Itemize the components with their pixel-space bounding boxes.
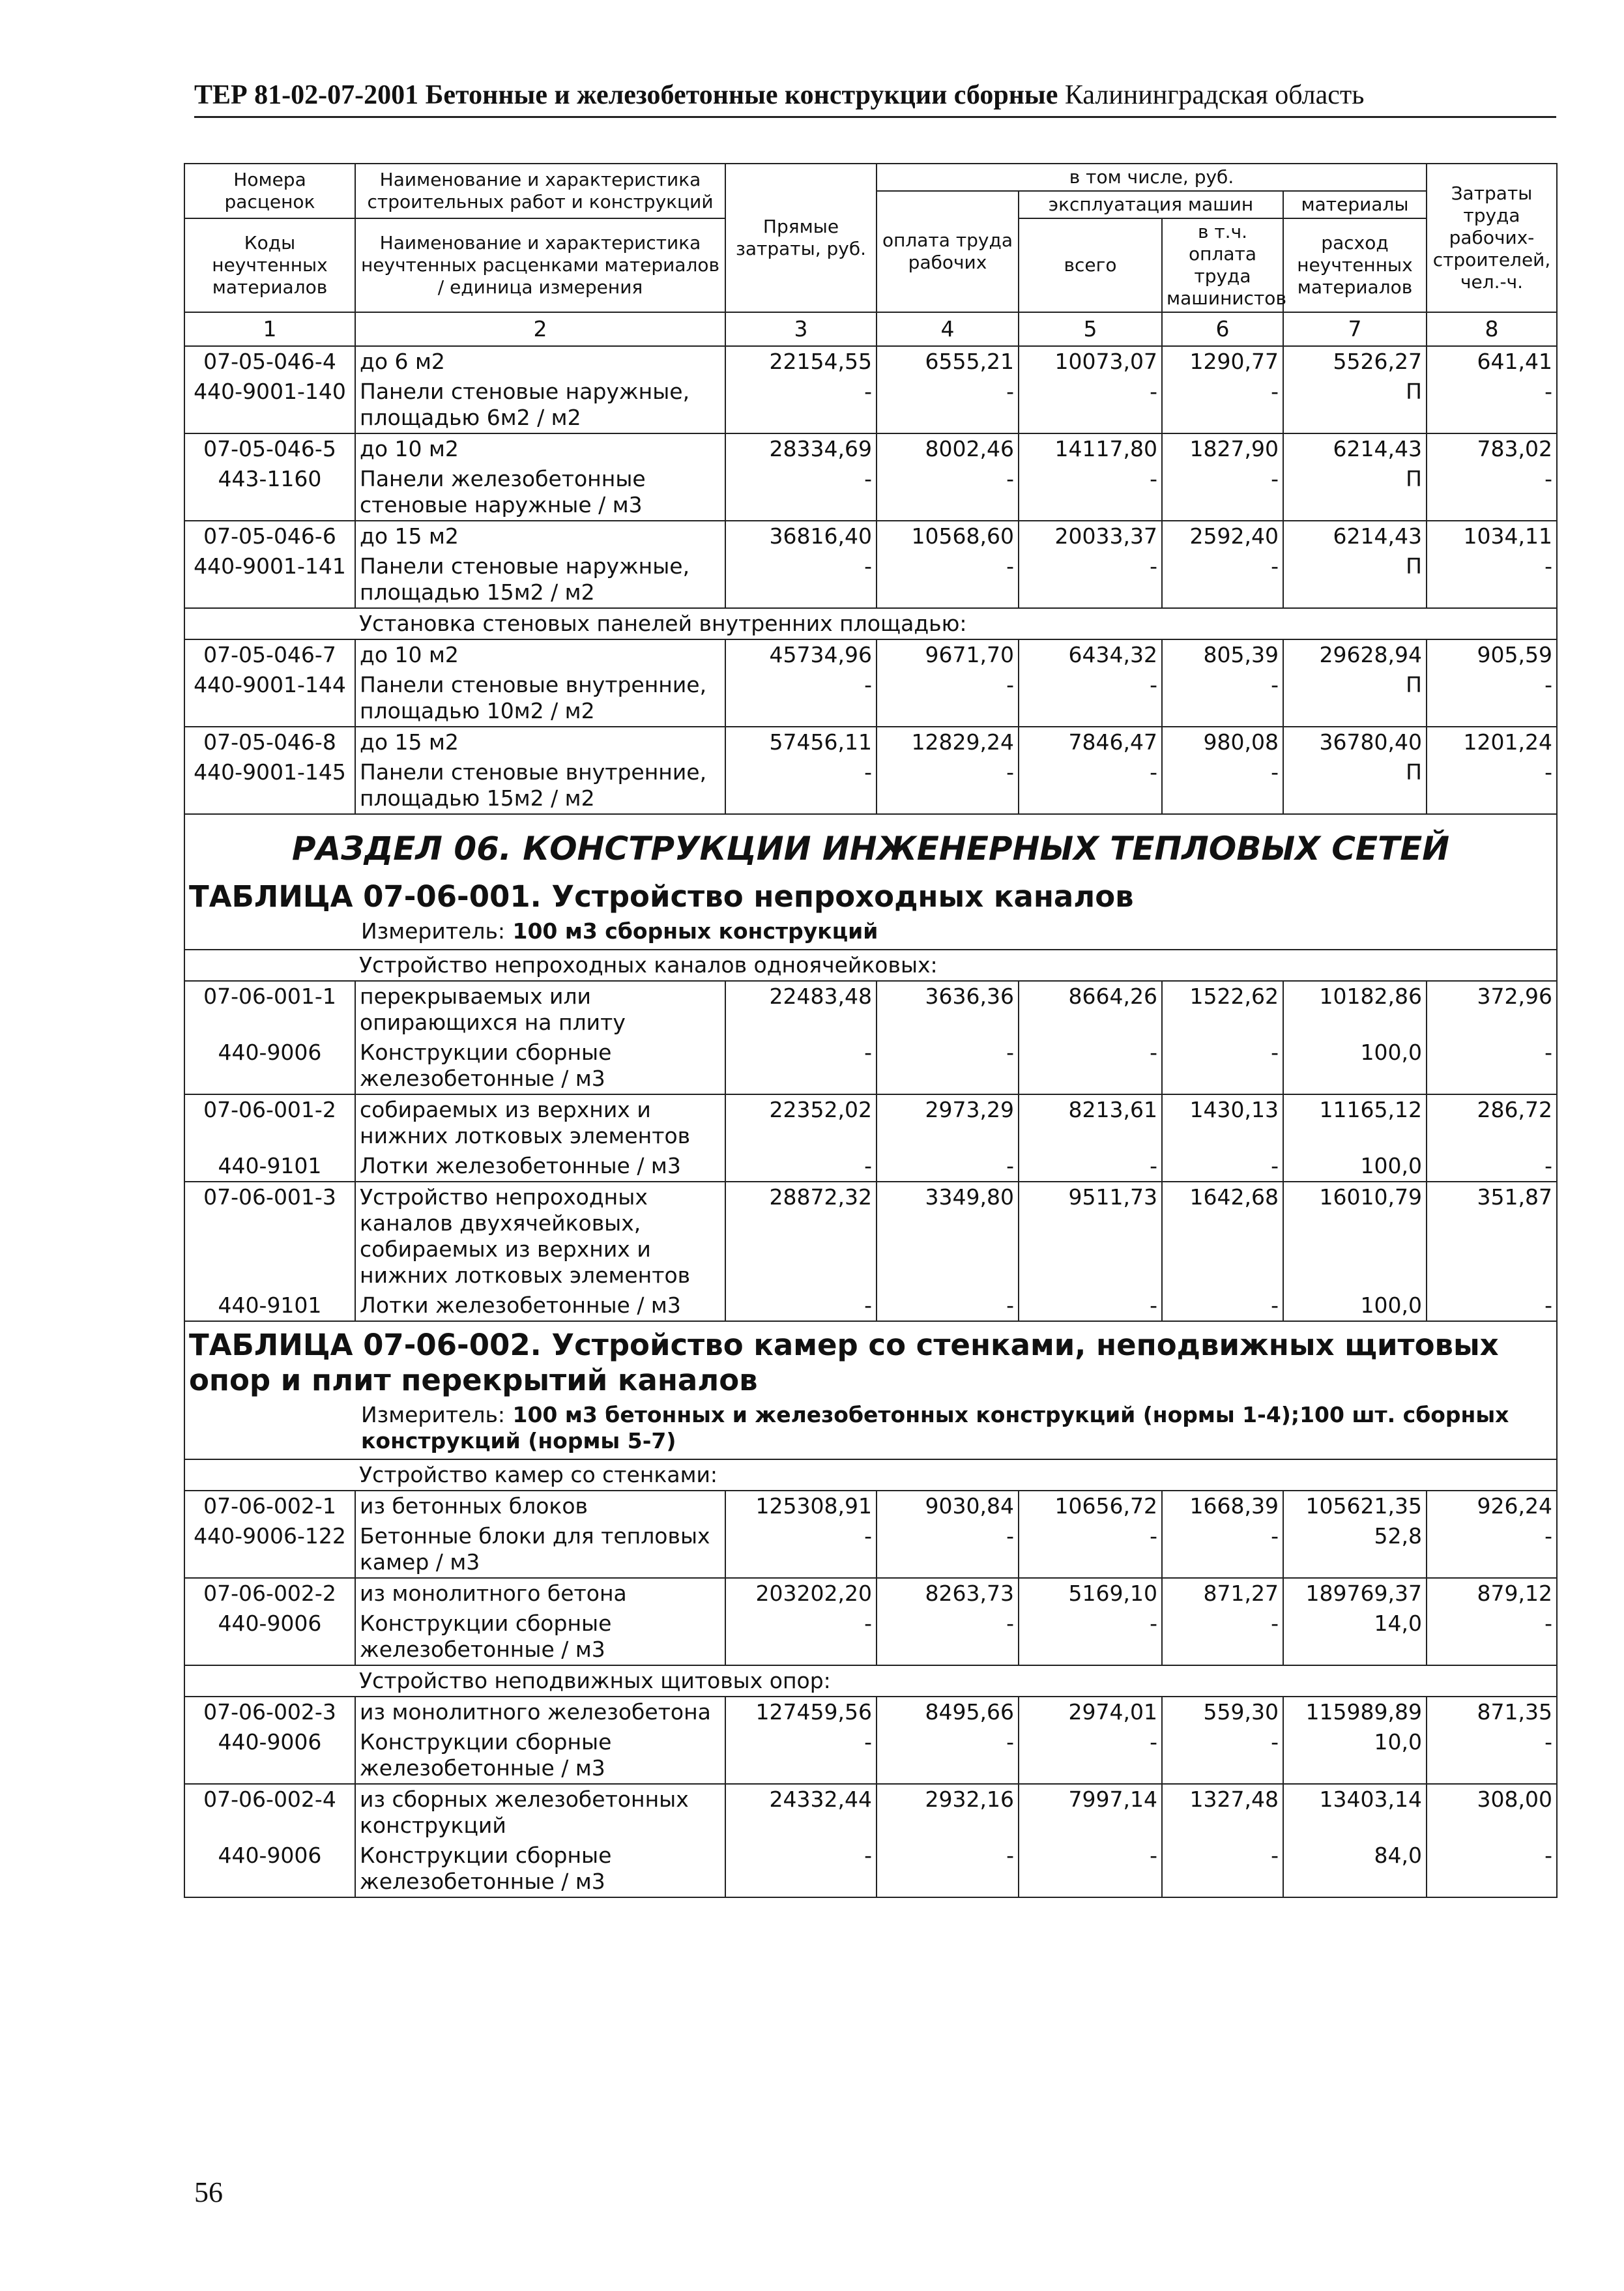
material-value: - — [1162, 1727, 1283, 1784]
material-value: П — [1283, 377, 1427, 433]
column-number: 2 — [355, 312, 725, 346]
material-code: 440-9001-141 — [184, 551, 355, 608]
material-value: - — [877, 757, 1019, 814]
section-title: РАЗДЕЛ 06. КОНСТРУКЦИИ ИНЖЕНЕРНЫХ ТЕПЛОВЫХ СЕТЕЙ — [291, 830, 1450, 868]
group-title-row — [184, 1459, 1557, 1491]
section-heading — [184, 814, 1557, 873]
rate-value: 45734,96 — [725, 639, 877, 670]
material-row — [184, 1841, 1557, 1897]
rate-value: 1668,39 — [1162, 1491, 1283, 1521]
material-value: - — [1019, 1291, 1162, 1321]
column-number: 4 — [877, 312, 1019, 346]
material-value: - — [725, 1291, 877, 1321]
rate-value: 10073,07 — [1019, 346, 1162, 377]
material-code: 440-9101 — [184, 1151, 355, 1182]
material-name: Бетонные блоки для тепловых камер / м3 — [355, 1521, 725, 1578]
rate-value: 1290,77 — [1162, 346, 1283, 377]
rate-code: 07-06-001-3 — [184, 1182, 355, 1291]
material-value: - — [877, 551, 1019, 608]
section-heading-cell — [184, 814, 1557, 873]
rate-value: 6214,43 — [1283, 521, 1427, 551]
material-value: - — [725, 1521, 877, 1578]
rate-value: 36780,40 — [1283, 727, 1427, 757]
material-name: Конструкции сборные железобетонные / м3 — [355, 1609, 725, 1665]
rate-value: 125308,91 — [725, 1491, 877, 1521]
material-row — [184, 377, 1557, 433]
rate-name: из сборных железобетонных конструкций — [355, 1784, 725, 1841]
material-name: Панели железобетонные стеновые наружные / м3 — [355, 464, 725, 521]
material-value: - — [1427, 757, 1557, 814]
rate-value: 871,35 — [1427, 1697, 1557, 1727]
material-value: - — [1162, 1609, 1283, 1665]
rate-value: 905,59 — [1427, 639, 1557, 670]
rate-value: 115989,89 — [1283, 1697, 1427, 1727]
table2-meter — [189, 1402, 1552, 1457]
table2-title: ТАБЛИЦА 07-06-002. Устройство камер со стенками, неподвижных щитовых опор и плит перекрытий каналов — [189, 1328, 1499, 1397]
material-code: 440-9006 — [184, 1841, 355, 1897]
material-name: Лотки железобетонные / м3 — [355, 1151, 725, 1182]
blank-cell — [184, 608, 355, 639]
rate-code: 07-06-002-4 — [184, 1784, 355, 1841]
material-value: - — [1019, 1609, 1162, 1665]
rate-row — [184, 433, 1557, 464]
rate-value: 3636,36 — [877, 981, 1019, 1038]
material-value: - — [1427, 1151, 1557, 1182]
material-value: - — [725, 670, 877, 727]
table-body — [184, 346, 1557, 1897]
rate-row — [184, 1094, 1557, 1151]
rate-value: 8495,66 — [877, 1697, 1019, 1727]
rate-value: 28872,32 — [725, 1182, 877, 1291]
material-value: 100,0 — [1283, 1291, 1427, 1321]
rate-name: из монолитного железобетона — [355, 1697, 725, 1727]
rate-code: 07-06-001-1 — [184, 981, 355, 1038]
column-number: 1 — [184, 312, 355, 346]
rate-row — [184, 1578, 1557, 1609]
material-code: 443-1160 — [184, 464, 355, 521]
rate-value: 805,39 — [1162, 639, 1283, 670]
material-value: - — [1427, 1521, 1557, 1578]
table2-heading-cell — [184, 1321, 1557, 1459]
rate-value: 2973,29 — [877, 1094, 1019, 1151]
rate-name: до 6 м2 — [355, 346, 725, 377]
material-value: - — [1162, 464, 1283, 521]
header-title: ТЕР 81-02-07-2001 Бетонные и железобетонные конструкции сборные — [194, 80, 1058, 110]
rate-value: 1430,13 — [1162, 1094, 1283, 1151]
rate-code: 07-05-046-7 — [184, 639, 355, 670]
material-value: - — [1162, 1151, 1283, 1182]
material-row — [184, 757, 1557, 814]
material-value: - — [877, 1291, 1019, 1321]
rate-value: 871,27 — [1162, 1578, 1283, 1609]
col-machines-header: эксплуатация машин — [1019, 191, 1283, 218]
material-value: - — [1019, 551, 1162, 608]
rate-value: 7846,47 — [1019, 727, 1162, 757]
rate-value: 22154,55 — [725, 346, 877, 377]
material-value: - — [1019, 464, 1162, 521]
col-machines-wages-header: в т.ч. оплата труда машинистов — [1162, 218, 1283, 312]
group-title-row — [184, 950, 1557, 981]
material-value: - — [877, 464, 1019, 521]
material-code: 440-9006 — [184, 1727, 355, 1784]
rate-value: 24332,44 — [725, 1784, 877, 1841]
material-code: 440-9001-145 — [184, 757, 355, 814]
material-value: П — [1283, 757, 1427, 814]
material-value: - — [877, 670, 1019, 727]
rate-value: 6214,43 — [1283, 433, 1427, 464]
col-materials-spend-header: расход неучтенных материалов — [1283, 218, 1427, 312]
material-value: - — [1162, 1038, 1283, 1094]
rate-value: 105621,35 — [1283, 1491, 1427, 1521]
material-code: 440-9001-144 — [184, 670, 355, 727]
rate-value: 203202,20 — [725, 1578, 877, 1609]
rate-value: 20033,37 — [1019, 521, 1162, 551]
material-code: 440-9101 — [184, 1291, 355, 1321]
table1-heading — [184, 873, 1557, 950]
rate-value: 1034,11 — [1427, 521, 1557, 551]
material-value: - — [1019, 757, 1162, 814]
col-direct-header: Прямые затраты, руб. — [725, 164, 877, 312]
material-value: - — [1427, 551, 1557, 608]
rate-value: 308,00 — [1427, 1784, 1557, 1841]
rate-value: 10568,60 — [877, 521, 1019, 551]
material-value: - — [725, 464, 877, 521]
rate-code: 07-05-046-4 — [184, 346, 355, 377]
rate-value: 1827,90 — [1162, 433, 1283, 464]
material-value: - — [1162, 377, 1283, 433]
material-value: 84,0 — [1283, 1841, 1427, 1897]
rate-value: 127459,56 — [725, 1697, 877, 1727]
rate-value: 11165,12 — [1283, 1094, 1427, 1151]
table1-heading-cell — [184, 873, 1557, 950]
rate-name: до 10 м2 — [355, 433, 725, 464]
rate-value: 7997,14 — [1019, 1784, 1162, 1841]
rate-value: 783,02 — [1427, 433, 1557, 464]
group-title-row — [184, 1665, 1557, 1697]
rate-value: 189769,37 — [1283, 1578, 1427, 1609]
material-value: П — [1283, 551, 1427, 608]
meter-label: Измеритель: — [361, 1402, 506, 1427]
rate-code: 07-06-002-2 — [184, 1578, 355, 1609]
material-value: - — [1162, 670, 1283, 727]
meter-label: Измеритель: — [361, 918, 506, 944]
material-row — [184, 1727, 1557, 1784]
meter-value: 100 м3 бетонных и железобетонных конструкций (нормы 1-4);100 шт. сборных конструкций (нормы 5-7) — [361, 1402, 1509, 1453]
material-value: - — [877, 1841, 1019, 1897]
column-number: 8 — [1427, 312, 1557, 346]
col-matcodes-header: Коды неучтенных материалов — [184, 218, 355, 312]
rate-value: 351,87 — [1427, 1182, 1557, 1291]
rate-value: 3349,80 — [877, 1182, 1019, 1291]
material-value: - — [725, 551, 877, 608]
material-value: - — [1427, 1727, 1557, 1784]
material-value: - — [1427, 670, 1557, 727]
material-row — [184, 551, 1557, 608]
group-title-row — [184, 608, 1557, 639]
rate-row — [184, 1697, 1557, 1727]
group-title: Устройство неподвижных щитовых опор: — [355, 1665, 1557, 1697]
material-value: - — [1427, 1841, 1557, 1897]
material-row — [184, 1609, 1557, 1665]
table1-meter — [189, 918, 1552, 947]
material-value: - — [877, 1151, 1019, 1182]
material-value: - — [725, 1841, 877, 1897]
material-value: - — [725, 377, 877, 433]
page-header — [194, 77, 1556, 118]
rate-value: 10656,72 — [1019, 1491, 1162, 1521]
rate-value: 8263,73 — [877, 1578, 1019, 1609]
material-name: Конструкции сборные железобетонные / м3 — [355, 1727, 725, 1784]
col-matname-header: Наименование и характеристика неучтенных расценками материалов / единица измерения — [355, 218, 725, 312]
rate-value: 2974,01 — [1019, 1697, 1162, 1727]
material-name: Конструкции сборные железобетонные / м3 — [355, 1038, 725, 1094]
table1-title: ТАБЛИЦА 07-06-001. Устройство непроходных каналов — [189, 879, 1134, 914]
rate-name: перекрываемых или опирающихся на плиту — [355, 981, 725, 1038]
rate-value: 1642,68 — [1162, 1182, 1283, 1291]
material-value: - — [1162, 1291, 1283, 1321]
material-row — [184, 670, 1557, 727]
rate-row — [184, 727, 1557, 757]
rate-value: 926,24 — [1427, 1491, 1557, 1521]
col-name-header: Наименование и характеристика строительных работ и конструкций — [355, 164, 725, 218]
rate-value: 28334,69 — [725, 433, 877, 464]
rate-name: до 15 м2 — [355, 727, 725, 757]
blank-cell — [184, 1459, 355, 1491]
rate-value: 6555,21 — [877, 346, 1019, 377]
material-name: Панели стеновые внутренние, площадью 15м2 / м2 — [355, 757, 725, 814]
rate-value: 10182,86 — [1283, 981, 1427, 1038]
rate-value: 29628,94 — [1283, 639, 1427, 670]
material-value: 100,0 — [1283, 1038, 1427, 1094]
table2-heading — [184, 1321, 1557, 1459]
material-value: - — [1427, 1291, 1557, 1321]
rate-value: 9030,84 — [877, 1491, 1019, 1521]
material-value: - — [725, 1151, 877, 1182]
rate-row — [184, 1182, 1557, 1291]
rate-name: до 15 м2 — [355, 521, 725, 551]
rate-value: 1522,62 — [1162, 981, 1283, 1038]
blank-cell — [184, 1665, 355, 1697]
rate-value: 1327,48 — [1162, 1784, 1283, 1841]
material-value: - — [1427, 464, 1557, 521]
material-value: 52,8 — [1283, 1521, 1427, 1578]
material-value: - — [725, 1038, 877, 1094]
material-name: Лотки железобетонные / м3 — [355, 1291, 725, 1321]
material-value: 14,0 — [1283, 1609, 1427, 1665]
rate-value: 286,72 — [1427, 1094, 1557, 1151]
rate-code: 07-06-002-1 — [184, 1491, 355, 1521]
material-value: П — [1283, 464, 1427, 521]
material-value: - — [1019, 1727, 1162, 1784]
meter-value: 100 м3 сборных конструкций — [505, 918, 878, 944]
material-value: - — [1162, 757, 1283, 814]
material-value: 10,0 — [1283, 1727, 1427, 1784]
rate-value: 2932,16 — [877, 1784, 1019, 1841]
col-materials-header: материалы — [1283, 191, 1427, 218]
material-code: 440-9001-140 — [184, 377, 355, 433]
col-wages-header: оплата труда рабочих — [877, 191, 1019, 312]
rate-value: 12829,24 — [877, 727, 1019, 757]
material-row — [184, 1521, 1557, 1578]
rate-code: 07-05-046-8 — [184, 727, 355, 757]
column-numbers-row — [184, 312, 1557, 346]
material-value: - — [1019, 1038, 1162, 1094]
rate-value: 22352,02 — [725, 1094, 877, 1151]
rate-row — [184, 1491, 1557, 1521]
material-value: - — [1019, 1151, 1162, 1182]
group-title: Установка стеновых панелей внутренних площадью: — [355, 608, 1557, 639]
col-machines-total-header: всего — [1019, 218, 1162, 312]
material-value: - — [1427, 1038, 1557, 1094]
rate-value: 9511,73 — [1019, 1182, 1162, 1291]
material-code: 440-9006-122 — [184, 1521, 355, 1578]
material-value: - — [725, 1609, 877, 1665]
material-value: П — [1283, 670, 1427, 727]
material-value: - — [1162, 1841, 1283, 1897]
rate-row — [184, 1784, 1557, 1841]
rate-name: Устройство непроходных каналов двухячейковых, собираемых из верхних и нижних лотковых элементов — [355, 1182, 725, 1291]
material-row — [184, 1291, 1557, 1321]
material-value: - — [1162, 1521, 1283, 1578]
material-name: Конструкции сборные железобетонные / м3 — [355, 1841, 725, 1897]
material-value: - — [1019, 670, 1162, 727]
column-number: 6 — [1162, 312, 1283, 346]
rate-value: 879,12 — [1427, 1578, 1557, 1609]
col-codes-header: Номера расценок — [184, 164, 355, 218]
material-value: - — [1162, 551, 1283, 608]
material-value: - — [1019, 377, 1162, 433]
group-title: Устройство камер со стенками: — [355, 1459, 1557, 1491]
material-name: Панели стеновые внутренние, площадью 10м2 / м2 — [355, 670, 725, 727]
group-title: Устройство непроходных каналов одноячейковых: — [355, 950, 1557, 981]
column-number: 3 — [725, 312, 877, 346]
rate-value: 559,30 — [1162, 1697, 1283, 1727]
rates-table — [184, 163, 1558, 1898]
rate-code: 07-06-002-3 — [184, 1697, 355, 1727]
rate-name: собираемых из верхних и нижних лотковых элементов — [355, 1094, 725, 1151]
rate-value: 36816,40 — [725, 521, 877, 551]
material-value: - — [725, 1727, 877, 1784]
material-value: - — [877, 377, 1019, 433]
rate-value: 9671,70 — [877, 639, 1019, 670]
rate-value: 2592,40 — [1162, 521, 1283, 551]
rate-value: 14117,80 — [1019, 433, 1162, 464]
material-value: - — [877, 1727, 1019, 1784]
rate-value: 8213,61 — [1019, 1094, 1162, 1151]
rate-value: 13403,14 — [1283, 1784, 1427, 1841]
rate-code: 07-05-046-6 — [184, 521, 355, 551]
rate-code: 07-05-046-5 — [184, 433, 355, 464]
material-value: - — [725, 757, 877, 814]
rate-code: 07-06-001-2 — [184, 1094, 355, 1151]
column-number: 7 — [1283, 312, 1427, 346]
material-value: - — [877, 1521, 1019, 1578]
rate-value: 57456,11 — [725, 727, 877, 757]
material-row — [184, 464, 1557, 521]
rate-row — [184, 521, 1557, 551]
material-value: - — [1019, 1841, 1162, 1897]
rate-row — [184, 346, 1557, 377]
rate-value: 980,08 — [1162, 727, 1283, 757]
rate-value: 8002,46 — [877, 433, 1019, 464]
rate-value: 8664,26 — [1019, 981, 1162, 1038]
rate-name: из бетонных блоков — [355, 1491, 725, 1521]
rate-value: 5526,27 — [1283, 346, 1427, 377]
material-row — [184, 1151, 1557, 1182]
material-value: 100,0 — [1283, 1151, 1427, 1182]
rate-value: 5169,10 — [1019, 1578, 1162, 1609]
rate-name: до 10 м2 — [355, 639, 725, 670]
rate-value: 372,96 — [1427, 981, 1557, 1038]
material-row — [184, 1038, 1557, 1094]
rate-row — [184, 639, 1557, 670]
page-number: 56 — [194, 2176, 223, 2208]
rate-value: 641,41 — [1427, 346, 1557, 377]
column-number: 5 — [1019, 312, 1162, 346]
rate-name: из монолитного бетона — [355, 1578, 725, 1609]
material-name: Панели стеновые наружные, площадью 15м2 / м2 — [355, 551, 725, 608]
col-incl-header: в том числе, руб. — [877, 164, 1427, 191]
material-value: - — [1427, 1609, 1557, 1665]
material-value: - — [1427, 377, 1557, 433]
header-region: Калининградская область — [1064, 80, 1365, 110]
rate-value: 22483,48 — [725, 981, 877, 1038]
material-value: - — [877, 1609, 1019, 1665]
rate-value: 6434,32 — [1019, 639, 1162, 670]
material-value: - — [1019, 1521, 1162, 1578]
table-head — [184, 164, 1557, 346]
rate-value: 1201,24 — [1427, 727, 1557, 757]
material-value: - — [877, 1038, 1019, 1094]
col-labor-header: Затраты труда рабочих-строителей, чел.-ч. — [1427, 164, 1557, 312]
rate-row — [184, 981, 1557, 1038]
material-code: 440-9006 — [184, 1038, 355, 1094]
material-name: Панели стеновые наружные, площадью 6м2 / м2 — [355, 377, 725, 433]
rate-value: 16010,79 — [1283, 1182, 1427, 1291]
blank-cell — [184, 950, 355, 981]
material-code: 440-9006 — [184, 1609, 355, 1665]
